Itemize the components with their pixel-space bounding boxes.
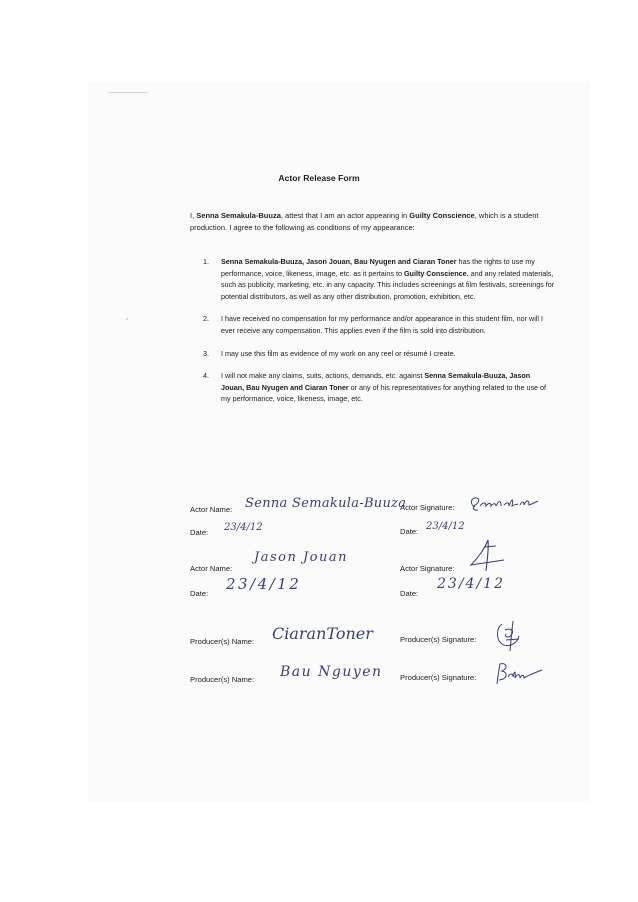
intro-paragraph: I, Senna Semakula-Buuza, attest that I am an actor appearing in Guilty Conscience, which is a student production. I agree to the following as conditions of my appearance:: [190, 211, 539, 232]
actor-name-label: Actor Name:: [190, 505, 233, 514]
film-title-bold: Guilty Conscience: [409, 211, 475, 220]
producer-name-label: Producer(s) Name:: [190, 675, 255, 684]
conditions-list: [203, 256, 555, 416]
scan-speck: [126, 318, 128, 320]
actor2-name-entry: Jason Jouan: [254, 550, 348, 565]
condition-item: 1. Senna Semakula-Buuza, Jason Jouan, Bau Nyugen and Ciaran Toner has the rights to use my performance, voice, likeness, image, etc. as it pertains to Guilty Conscience. and any related materials, such as publicity, marketing, etc. in any capacity. This includes screenings at film festivals, screenings for potential distributors, as well as any other distribution, promotion, exhibition, etc.: [203, 257, 555, 301]
producer-signature-label: Producer(s) Signature:: [400, 673, 477, 682]
actor2-date-entry: 23/4/12: [226, 575, 302, 593]
actor-name-bold: Senna Semakula-Buuza: [196, 211, 281, 220]
actor-signature-label: Actor Signature:: [400, 503, 455, 512]
producer1-name-entry: CiaranToner: [272, 624, 373, 643]
form-title: Actor Release Form: [278, 173, 360, 183]
actor-signature-label: Actor Signature:: [400, 564, 455, 573]
scan-mark: [108, 92, 148, 93]
date-label: Date:: [190, 528, 209, 537]
condition-item: 4. I will not make any claims, suits, actions, demands, etc. against Senna Semakula-Buuza, Jason Jouan, Bau Nyugen and Ciaran Toner or any of his representatives for anything related to the use of my performance, voice, likeness, image, etc.: [203, 371, 547, 404]
date-label: Date:: [400, 589, 419, 598]
producer-name-label: Producer(s) Name:: [190, 637, 255, 646]
actor-name-label: Actor Name:: [190, 564, 233, 573]
actor2-sig-date-entry: 23/4/12: [437, 576, 505, 592]
date-label: Date:: [190, 589, 209, 598]
actor1-name-entry: Senna Semakula-Buuza: [245, 496, 407, 511]
actor1-signature: [466, 492, 548, 516]
date-label: Date:: [400, 527, 419, 536]
producer2-name-entry: Bau Nguyen: [280, 664, 383, 680]
producer1-signature: [492, 618, 532, 654]
condition-item: 2. I have received no compensation for my performance and/or appearance in this student film, nor will I ever receive any compensation. This applies even if the film is sold into distribution.: [203, 314, 544, 335]
condition-item: 3. I may use this film as evidence of my work on any reel or résumé I create.: [203, 348, 456, 358]
producer-signature-label: Producer(s) Signature:: [400, 635, 477, 644]
actor1-sig-date-entry: 23/4/12: [426, 521, 465, 532]
actor1-date-entry: 23/4/12: [224, 522, 263, 533]
producer2-signature: [490, 660, 552, 688]
actor2-signature: [466, 538, 510, 574]
scanned-page: [90, 82, 590, 802]
